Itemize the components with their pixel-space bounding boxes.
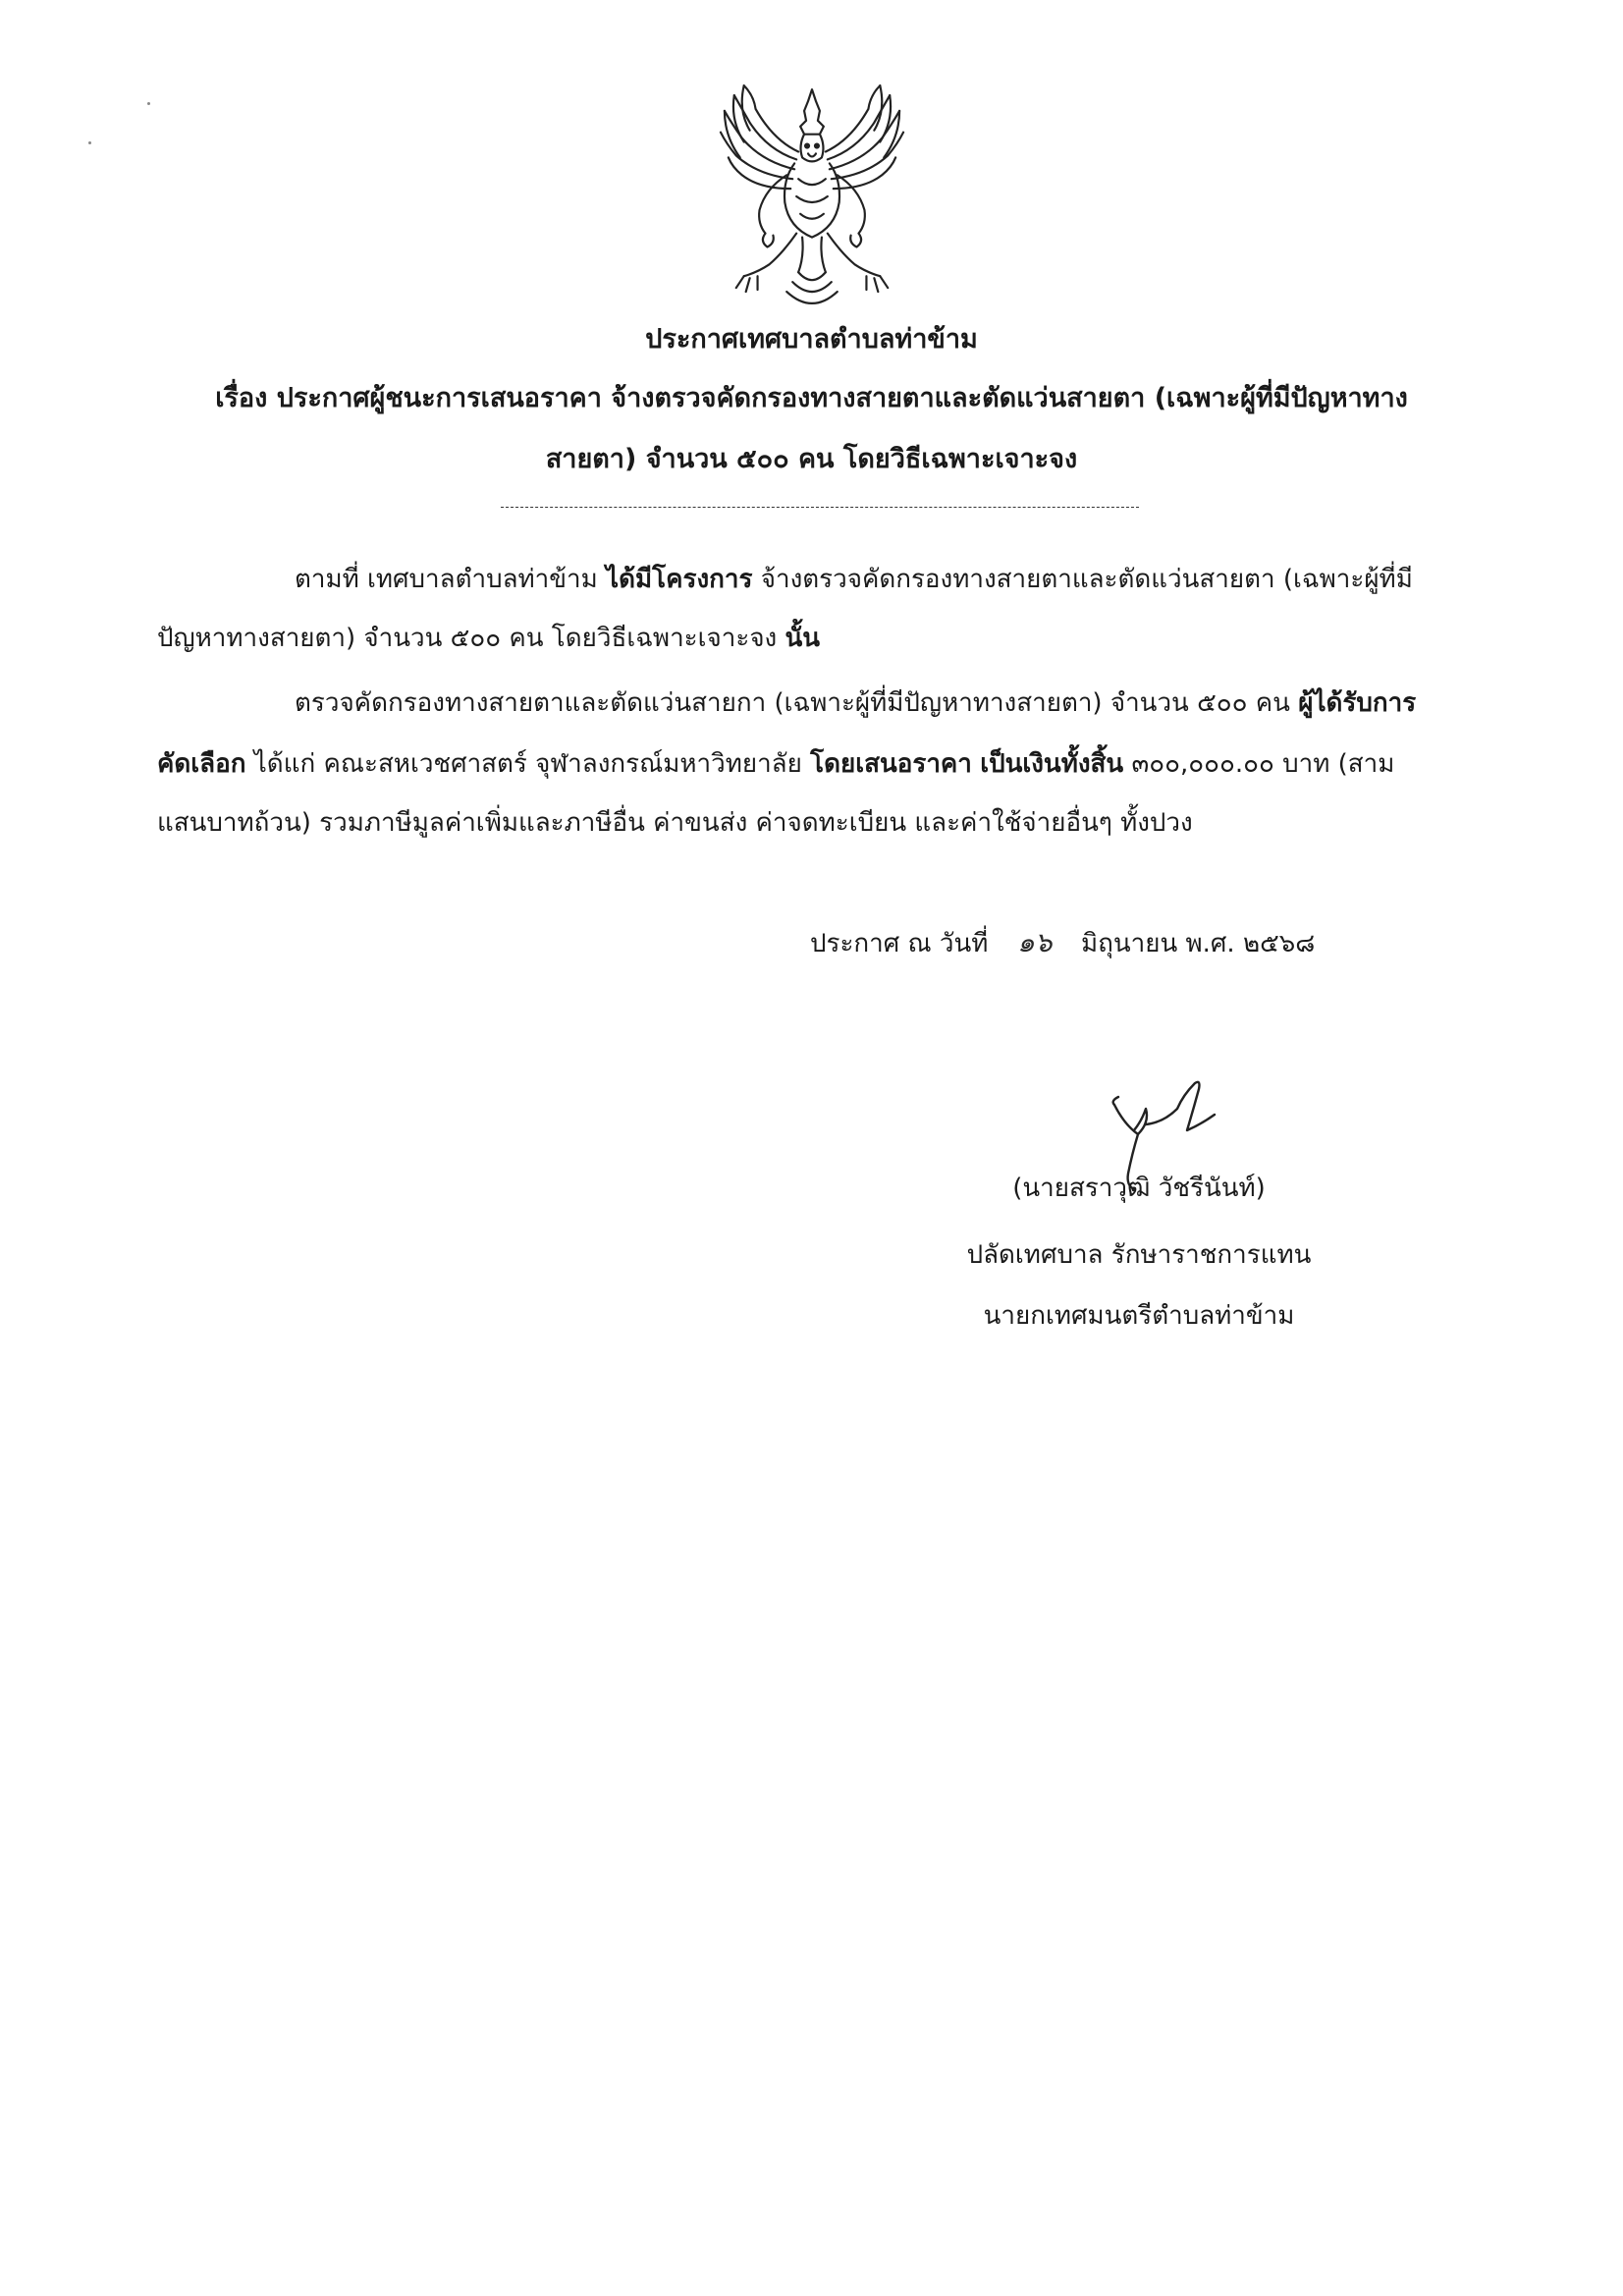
scan-speck bbox=[147, 102, 150, 105]
text-segment: ได้แก่ คณะสหเวชศาสตร์ จุฬาลงกรณ์มหาวิทยาลัย bbox=[253, 749, 802, 779]
date-day-handwritten: ๑๖ bbox=[1016, 926, 1053, 958]
separator-rule bbox=[501, 507, 1139, 508]
announcement-date bbox=[810, 923, 1315, 963]
text-segment-bold: เป็นเงินทั้งสิ้น bbox=[980, 749, 1124, 779]
text-segment: ตามที่ เทศบาลตำบลท่าข้าม bbox=[295, 565, 598, 594]
text-segment-bold: นั้น bbox=[784, 624, 821, 653]
text-segment-bold: โดยเสนอราคา bbox=[810, 749, 972, 779]
text-segment-bold: คัดเลือก bbox=[157, 749, 246, 779]
paragraph1-line2 bbox=[157, 619, 820, 658]
paragraph2-line1 bbox=[295, 683, 1416, 723]
text-segment: ปัญหาทางสายตา) จำนวน ๕๐๐ คน โดยวิธีเฉพาะเจาะจง bbox=[157, 624, 778, 653]
paragraph2-line2 bbox=[157, 744, 1394, 784]
announcement-subject-line2: สายตา) จำนวน ๕๐๐ คน โดยวิธีเฉพาะเจาะจง bbox=[545, 444, 1078, 474]
date-prefix: ประกาศ ณ วันที่ bbox=[810, 929, 989, 958]
announcement-subject-line1: เรื่อง ประกาศผู้ชนะการเสนอราคา จ้างตรวจคัดกรองทางสายตาและตัดแว่นสายตา (เฉพาะผู้ที่มีปัญหาทาง bbox=[215, 383, 1408, 413]
signatory-name: (นายสราวุฒิ วัชรีนันท์) bbox=[1012, 1174, 1266, 1203]
text-segment: จ้างตรวจคัดกรองทางสายตาและตัดแว่นสายตา (เฉพาะผู้ที่มี bbox=[760, 565, 1413, 594]
garuda-emblem-icon bbox=[715, 81, 909, 316]
paragraph2-line3: แสนบาทถ้วน) รวมภาษีมูลค่าเพิ่มและภาษีอื่น ค่าขนส่ง ค่าจดทะเบียน และค่าใช้จ่ายอื่นๆ ทั้งปวง bbox=[157, 808, 1193, 838]
text-segment: ๓๐๐,๐๐๐.๐๐ บาท (สาม bbox=[1131, 749, 1395, 779]
paragraph1-line1 bbox=[295, 560, 1413, 599]
scan-speck bbox=[88, 141, 91, 144]
signatory-position1: ปลัดเทศบาล รักษาราชการแทน bbox=[966, 1240, 1312, 1270]
text-segment: ตรวจคัดกรองทางสายตาและตัดแว่นสายกา (เฉพาะผู้ที่มีปัญหาทางสายตา) จำนวน ๕๐๐ คน bbox=[295, 688, 1290, 718]
text-segment-bold: ผู้ได้รับการ bbox=[1298, 688, 1417, 718]
date-suffix: มิถุนายน พ.ศ. ๒๕๖๘ bbox=[1080, 929, 1316, 958]
announcement-title: ประกาศเทศบาลตำบลท่าข้าม bbox=[645, 324, 978, 355]
text-segment-bold: ได้มีโครงการ bbox=[606, 565, 753, 594]
signatory-position2: นายกเทศมนตรีตำบลท่าข้าม bbox=[983, 1301, 1295, 1331]
